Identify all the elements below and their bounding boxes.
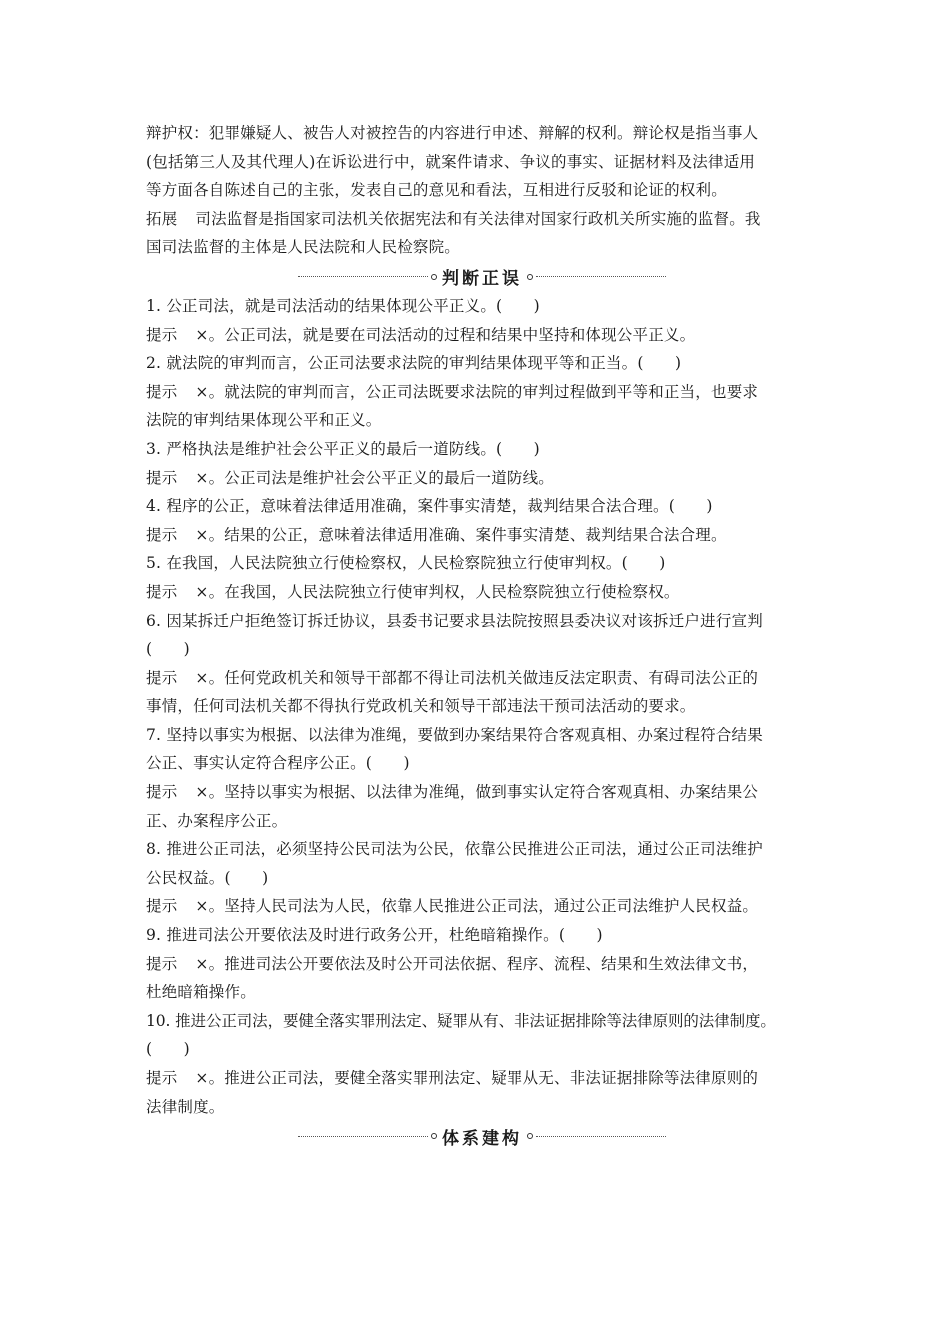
hint-label: 提示 [146, 783, 178, 802]
answer-line: 杜绝暗箱操作。 [146, 983, 256, 1002]
answer-text: ×。推进公正司法，要健全落实罪刑法定、疑罪从无、非法证据排除等法律原则的 [195, 1069, 759, 1087]
question-line: 3. 严格执法是维护社会公平正义的最后一道防线。( ) [146, 439, 540, 458]
section-divider-system [146, 1121, 818, 1151]
answer-text: ×。坚持以事实为根据、以法律为准绳，做到事实认定符合客观真相、办案结果公 [195, 783, 759, 802]
hint-label: 提示 [146, 382, 178, 401]
extension-line: 国司法监督的主体是人民法院和人民检察院。 [146, 238, 461, 257]
question-line: 2. 就法院的审判而言，公正司法要求法院的审判结果体现平等和正当。( ) [146, 354, 682, 373]
answer-line [146, 950, 818, 979]
circle-ornament [527, 274, 533, 280]
question-line: 4. 程序的公正，意味着法律适用准确，案件事实清楚，裁判结果合法合理。( ) [146, 497, 713, 516]
question-line: 5. 在我国，人民法院独立行使检察权，人民检察院独立行使审判权。( ) [146, 554, 666, 573]
dotted-rule [536, 1136, 666, 1137]
extension-line [146, 205, 818, 234]
document-body [146, 119, 818, 1151]
answer-line [146, 1064, 818, 1093]
hint-label: 提示 [146, 897, 178, 916]
hint-label: 提示 [146, 468, 178, 487]
answer-line [146, 778, 818, 807]
answer-text: ×。公正司法，就是要在司法活动的过程和结果中坚持和体现公平正义。 [195, 325, 696, 344]
section-title: 判断正误 [442, 269, 522, 290]
hint-label: 提示 [146, 525, 178, 544]
dotted-rule [536, 276, 666, 277]
answer-line: 事情，任何司法机关都不得执行党政机关和领导干部违法干预司法活动的要求。 [146, 697, 696, 716]
question-line: 公正、事实认定符合程序公正。( ) [146, 754, 410, 773]
extension-text: 司法监督是指国家司法机关依据宪法和有关法律对国家行政机关所实施的监督。我 [195, 209, 761, 228]
hint-label: 提示 [146, 1069, 178, 1087]
hint-label: 提示 [146, 325, 178, 344]
section-divider-judgement [146, 262, 818, 292]
question-line: 6. 因某拆迁户拒绝签订拆迁协议，县委书记要求县法院按照县委决议对该拆迁户进行宣判 [146, 611, 763, 630]
hint-label: 提示 [146, 582, 178, 601]
question-line: ( ) [146, 640, 190, 659]
question-line: 10. 推进公正司法，要健全落实罪刑法定、疑罪从有、非法证据排除等法律原则的法律制度。 [146, 1011, 776, 1030]
answer-line [146, 521, 818, 550]
hint-label: 提示 [146, 668, 178, 687]
answer-text: ×。坚持人民司法为人民，依靠人民推进公正司法，通过公正司法维护人民权益。 [195, 897, 759, 916]
answer-line: 法律制度。 [146, 1097, 225, 1116]
answer-line: 法院的审判结果体现公平和正义。 [146, 411, 382, 430]
question-line: 9. 推进司法公开要依法及时进行政务公开，杜绝暗箱操作。( ) [146, 926, 603, 945]
intro-line: 等方面各自陈述自己的主张，发表自己的意见和看法，互相进行反驳和论证的权利。 [146, 181, 727, 200]
intro-line: 辩护权：犯罪嫌疑人、被告人对被控告的内容进行申述、辩解的权利。辩论权是指当事人 [146, 124, 759, 142]
answer-text: ×。结果的公正，意味着法律适用准确、案件事实清楚、裁判结果合法合理。 [195, 525, 727, 544]
dotted-rule [298, 276, 428, 277]
circle-ornament [527, 1133, 533, 1139]
answer-line [146, 464, 818, 493]
answer-line [146, 664, 818, 693]
answer-line: 正、办案程序公正。 [146, 811, 288, 830]
dotted-rule [298, 1136, 428, 1137]
hint-label: 提示 [146, 954, 178, 973]
circle-ornament [431, 1133, 437, 1139]
answer-line [146, 321, 818, 350]
question-line: 1. 公正司法，就是司法活动的结果体现公平正义。( ) [146, 296, 540, 315]
section-title: 体系建构 [442, 1128, 522, 1149]
answer-text: ×。就法院的审判而言，公正司法既要求法院的审判过程做到平等和正当，也要求 [195, 382, 759, 401]
answer-line [146, 892, 818, 921]
answer-text: ×。公正司法是维护社会公平正义的最后一道防线。 [195, 468, 554, 487]
question-line: 公民权益。( ) [146, 868, 269, 887]
question-line: 8. 推进公正司法，必须坚持公民司法为公民，依靠公民推进公正司法，通过公正司法维护 [146, 840, 763, 859]
answer-text: ×。推进司法公开要依法及时公开司法依据、程序、流程、结果和生效法律文书， [195, 954, 759, 973]
answer-line [146, 378, 818, 407]
answer-text: ×。在我国，人民法院独立行使审判权，人民检察院独立行使检察权。 [195, 582, 680, 601]
intro-line: (包括第三人及其代理人)在诉讼进行中，就案件请求、争议的事实、证据材料及法律适用 [146, 152, 756, 171]
answer-line [146, 578, 818, 607]
question-line: ( ) [146, 1040, 190, 1059]
answer-text: ×。任何党政机关和领导干部都不得让司法机关做违反法定职责、有碍司法公正的 [195, 668, 759, 687]
question-list [146, 292, 818, 1121]
question-line: 7. 坚持以事实为根据、以法律为准绳，要做到办案结果符合客观真相、办案过程符合结果 [146, 725, 763, 744]
extension-label: 拓展 [146, 209, 178, 228]
circle-ornament [431, 274, 437, 280]
